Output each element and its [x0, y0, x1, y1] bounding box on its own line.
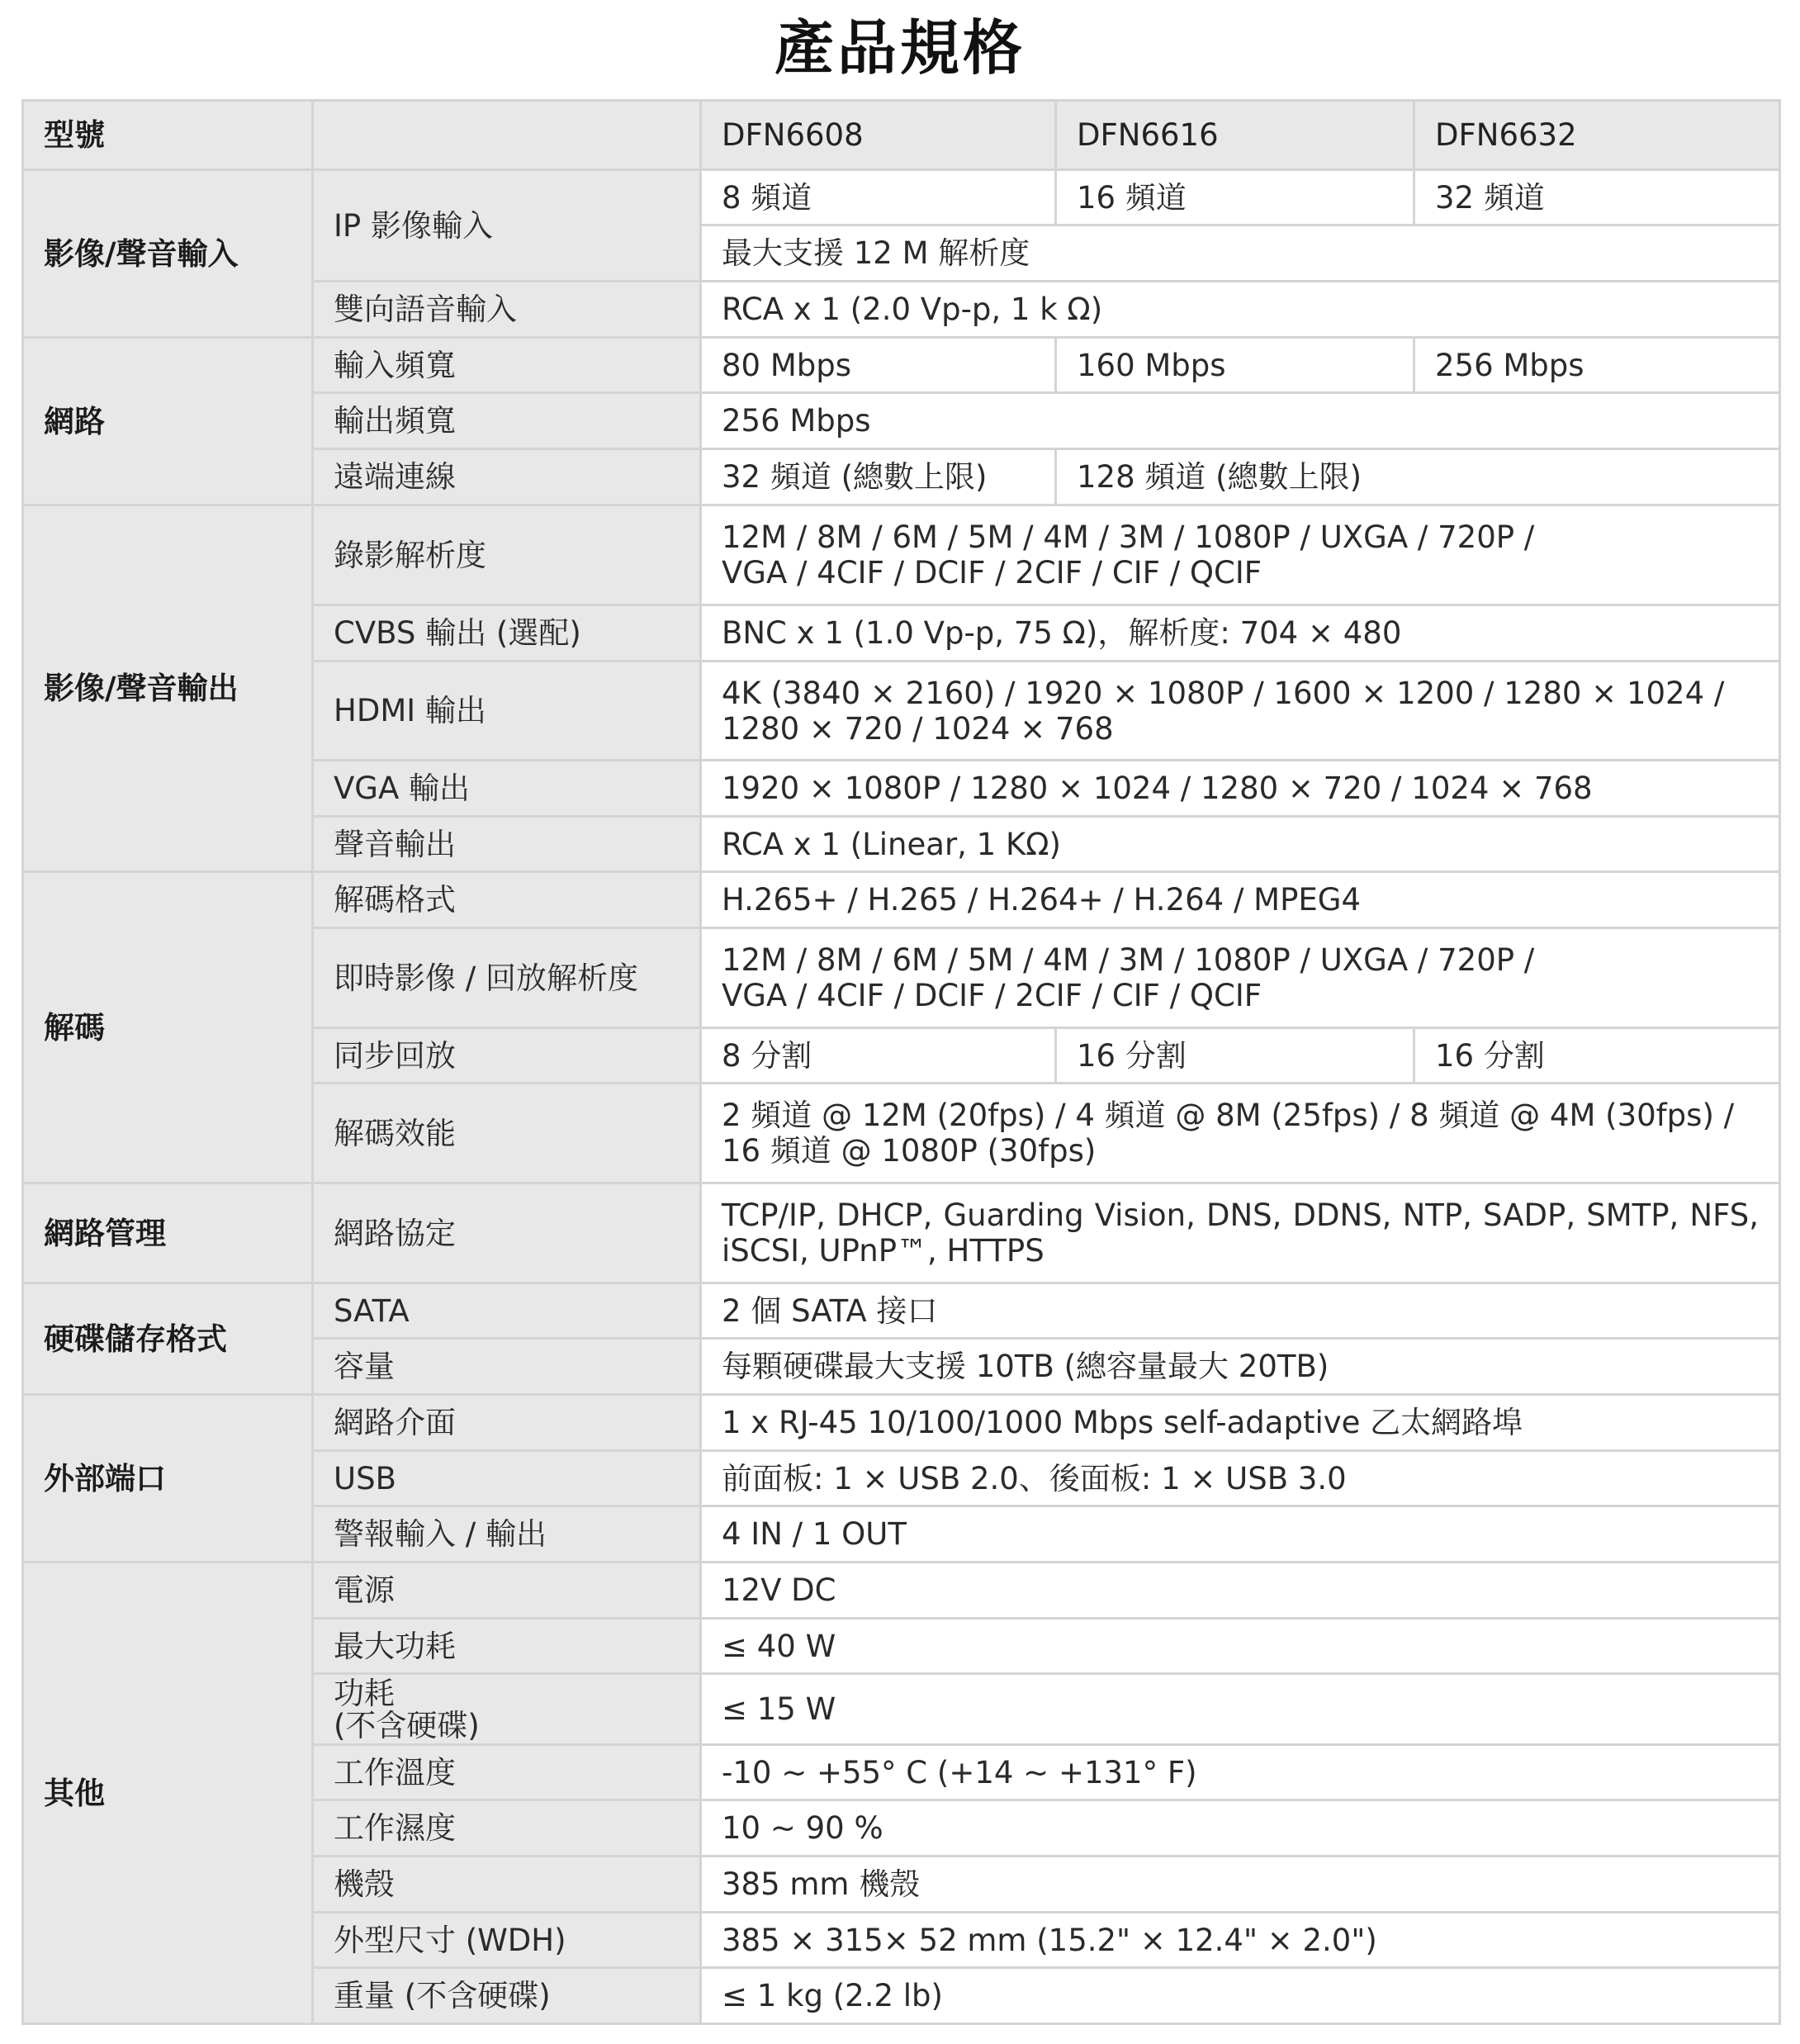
row-label: 解碼格式	[313, 872, 701, 928]
table-row	[23, 505, 1780, 605]
row-label	[313, 1674, 701, 1745]
row-label: 警報輸入 / 輸出	[313, 1506, 701, 1563]
cell-value: 385 × 315× 52 mm (15.2" × 12.4" × 2.0")	[701, 1913, 1780, 1968]
cell-value: ≤ 15 W	[701, 1674, 1780, 1745]
cell-value: H.265+ / H.265 / H.264+ / H.264 / MPEG4	[701, 872, 1780, 928]
cell-value: 每顆硬碟最大支援 10TB (總容量最大 20TB)	[701, 1339, 1780, 1395]
cell-value: TCP/IP, DHCP, Guarding Vision, DNS, DDNS, NTP, SADP, SMTP, NFS, iSCSI, UPnP™, HTTPS	[701, 1183, 1780, 1283]
table-row	[23, 1563, 1780, 1619]
row-label: 工作溫度	[313, 1745, 701, 1800]
row-label: 即時影像 / 回放解析度	[313, 928, 701, 1028]
cell-value: -10 ~ +55° C (+14 ~ +131° F)	[701, 1745, 1780, 1800]
cell-value	[701, 662, 1780, 761]
row-label: 最大功耗	[313, 1619, 701, 1674]
table-row	[23, 1183, 1780, 1283]
row-label: 聲音輸出	[313, 817, 701, 872]
label-line: 功耗	[334, 1675, 395, 1711]
row-label: 錄影解析度	[313, 505, 701, 605]
table-row	[23, 872, 1780, 928]
cell-value: 16 頻道	[1056, 170, 1414, 225]
row-label: 輸出頻寬	[313, 393, 701, 449]
cell-value: 1920 × 1080P / 1280 × 1024 / 1280 × 720 / 1024 × 768	[701, 761, 1780, 817]
cell-value: 2 個 SATA 接口	[701, 1283, 1780, 1339]
cell-value: 80 Mbps	[701, 338, 1056, 393]
cell-value: 256 Mbps	[1414, 338, 1780, 393]
value-line: 12M / 8M / 6M / 5M / 4M / 3M / 1080P / UXGA / 720P /	[722, 942, 1535, 978]
cell-value: 128 頻道 (總數上限)	[1056, 449, 1780, 505]
cell-value: 32 頻道 (總數上限)	[701, 449, 1056, 505]
spec-table	[21, 99, 1781, 2025]
cell-value: 16 分割	[1056, 1028, 1414, 1084]
table-row	[23, 338, 1780, 393]
cell-value: 8 分割	[701, 1028, 1056, 1084]
cell-value: 16 分割	[1414, 1028, 1780, 1084]
row-label: IP 影像輸入	[313, 170, 701, 282]
cell-value	[701, 505, 1780, 605]
row-label: 容量	[313, 1339, 701, 1395]
label-line: (不含硬碟)	[334, 1707, 480, 1743]
value-line: VGA / 4CIF / DCIF / 2CIF / CIF / QCIF	[722, 555, 1262, 590]
cell-value: RCA x 1 (Linear, 1 KΩ)	[701, 817, 1780, 872]
row-label: 輸入頻寬	[313, 338, 701, 393]
cell-value	[701, 928, 1780, 1028]
model-name: DFN6608	[701, 101, 1056, 170]
category-general: 其他	[23, 1563, 313, 2024]
cell-value: 最大支援 12 M 解析度	[701, 225, 1780, 282]
model-header-label: 型號	[23, 101, 313, 170]
table-row	[23, 1395, 1780, 1451]
cell-value: 32 頻道	[1414, 170, 1780, 225]
cell-value: 10 ~ 90 %	[701, 1800, 1780, 1857]
row-label: 機殼	[313, 1857, 701, 1913]
cell-value: 前面板: 1 × USB 2.0、後面板: 1 × USB 3.0	[701, 1451, 1780, 1506]
cell-value: ≤ 1 kg (2.2 lb)	[701, 1968, 1780, 2024]
cell-value: 160 Mbps	[1056, 338, 1414, 393]
cell-value: 2 頻道 @ 12M (20fps) / 4 頻道 @ 8M (25fps) / 8 頻道 @ 4M (30fps) / 16 頻道 @ 1080P (30fps)	[701, 1084, 1780, 1183]
row-label: 重量 (不含硬碟)	[313, 1968, 701, 2024]
table-row	[23, 170, 1780, 225]
cell-value: 8 頻道	[701, 170, 1056, 225]
model-header-blank	[313, 101, 701, 170]
cell-value: ≤ 40 W	[701, 1619, 1780, 1674]
cell-value: 4 IN / 1 OUT	[701, 1506, 1780, 1563]
row-label: 外型尺寸 (WDH)	[313, 1913, 701, 1968]
cell-value: RCA x 1 (2.0 Vp-p, 1 k Ω)	[701, 282, 1780, 338]
category-network: 網路	[23, 338, 313, 505]
row-label: 網路介面	[313, 1395, 701, 1451]
category-av-output: 影像/聲音輸出	[23, 505, 313, 872]
category-av-input: 影像/聲音輸入	[23, 170, 313, 338]
cell-value: 385 mm 機殼	[701, 1857, 1780, 1913]
cell-value: 1 x RJ-45 10/100/1000 Mbps self-adaptive 乙太網路埠	[701, 1395, 1780, 1451]
model-name: DFN6632	[1414, 101, 1780, 170]
table-row	[23, 1283, 1780, 1339]
row-label: USB	[313, 1451, 701, 1506]
row-label: 雙向語音輸入	[313, 282, 701, 338]
category-hdd: 硬碟儲存格式	[23, 1283, 313, 1395]
value-line: 4K (3840 × 2160) / 1920 × 1080P / 1600 × 1200 / 1280 × 1024 /	[722, 675, 1725, 711]
row-label: 網路協定	[313, 1183, 701, 1283]
model-name: DFN6616	[1056, 101, 1414, 170]
row-label: HDMI 輸出	[313, 662, 701, 761]
value-line: 12M / 8M / 6M / 5M / 4M / 3M / 1080P / UXGA / 720P /	[722, 519, 1535, 555]
row-label: VGA 輸出	[313, 761, 701, 817]
category-ports: 外部端口	[23, 1395, 313, 1563]
row-label: 工作濕度	[313, 1800, 701, 1857]
cell-value: 256 Mbps	[701, 393, 1780, 449]
cell-value: 12V DC	[701, 1563, 1780, 1619]
table-header-row	[23, 101, 1780, 170]
category-network-management: 網路管理	[23, 1183, 313, 1283]
category-decoding: 解碼	[23, 872, 313, 1183]
row-label: 電源	[313, 1563, 701, 1619]
row-label: 同步回放	[313, 1028, 701, 1084]
row-label: 遠端連線	[313, 449, 701, 505]
page-title: 產品規格	[774, 13, 1026, 83]
row-label: CVBS 輸出 (選配)	[313, 605, 701, 662]
value-line: VGA / 4CIF / DCIF / 2CIF / CIF / QCIF	[722, 978, 1262, 1013]
row-label: SATA	[313, 1283, 701, 1339]
value-line: 1280 × 720 / 1024 × 768	[722, 710, 1114, 747]
row-label: 解碼效能	[313, 1084, 701, 1183]
cell-value: BNC x 1 (1.0 Vp-p, 75 Ω)，解析度: 704 × 480	[701, 605, 1780, 662]
